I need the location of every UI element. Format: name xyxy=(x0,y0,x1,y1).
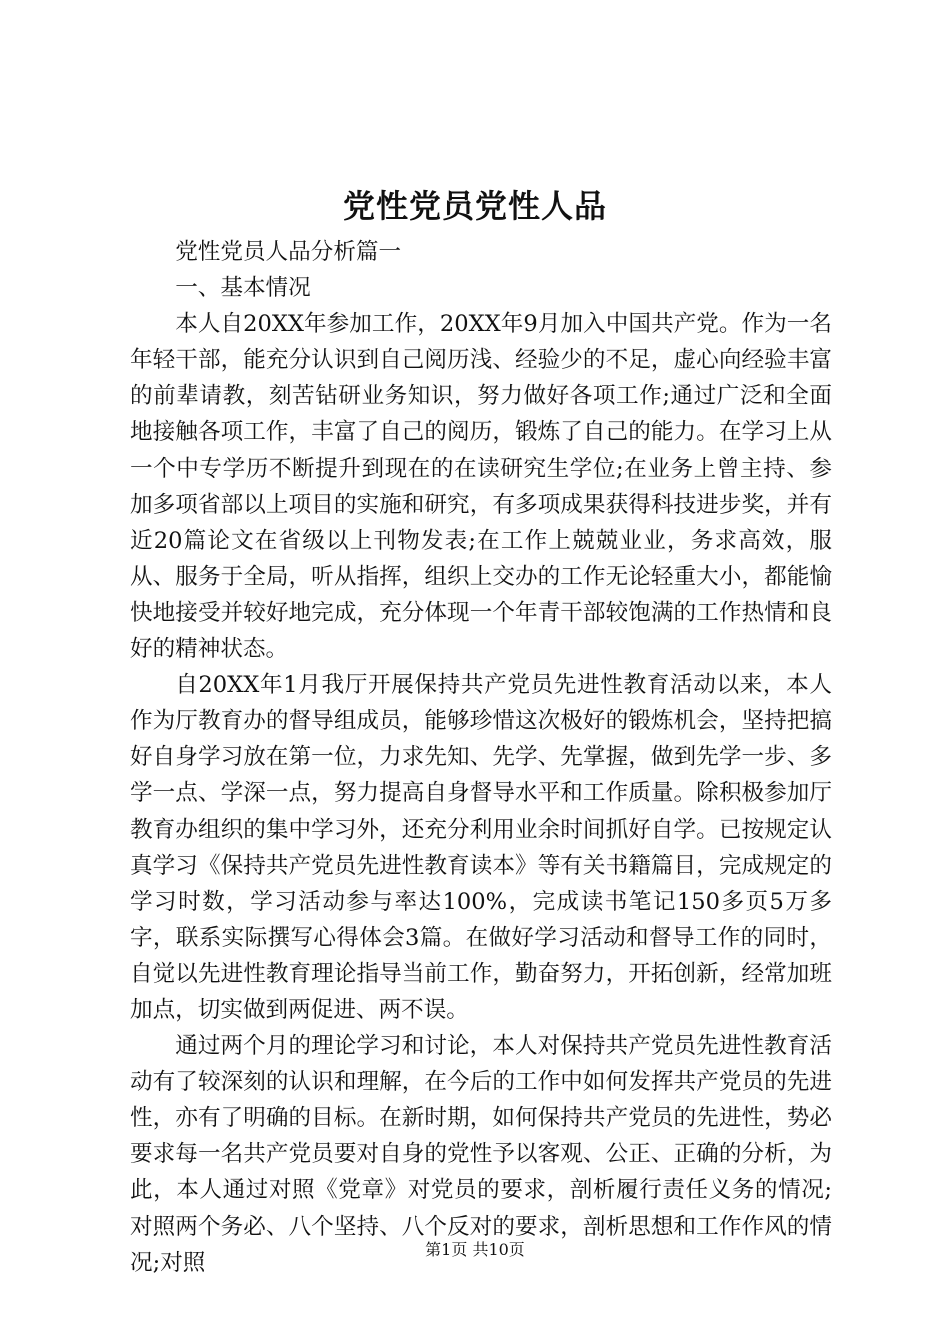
body-paragraph: 通过两个月的理论学习和讨论，本人对保持共产党员先进性教育活动有了较深刻的认识和理解，在今后的工作中如何发挥共产党员的先进性，亦有了明确的目标。在新时期，如何保持共产党员的先进性，势必要求每一名共产党员要对自身的党性予以客观、公正、正确的分析，为此，本人通过对照《党章》对党员的要求，剖析履行责任义务的情况;对照两个务必、八个坚持、八个反对的要求，剖析思想和工作作风的情况;对照 xyxy=(130,1033,832,1276)
section-heading: 党性党员人品分析篇一 xyxy=(175,239,402,265)
body-paragraph: 自20XX年1月我厅开展保持共产党员先进性教育活动以来，本人作为厅教育办的督导组成员，能够珍惜这次极好的锻炼机会，坚持把搞好自身学习放在第一位，力求先知、先学、先掌握，做到先学一步、多学一点、学深一点，努力提高自身督导水平和工作质量。除积极参加厅教育办组织的集中学习外，还充分利用业余时间抓好自学。已按规定认真学习《保持共产党员先进性教育读本》等有关书籍篇目，完成规定的学习时数，学习活动参与率达100%，完成读书笔记150多页5万多字，联系实际撰写心得体会3篇。在做好学习活动和督导工作的同时，自觉以先进性教育理论指导当前工作，勤奋努力，开拓创新，经常加班加点，切实做到两促进、两不误。 xyxy=(130,672,832,1023)
document-body xyxy=(130,234,832,1281)
document-title: 党性党员党性人品 xyxy=(342,187,607,225)
body-paragraph: 本人自20XX年参加工作，20XX年9月加入中国共产党。作为一名年轻干部，能充分认识到自己阅历浅、经验少的不足，虚心向经验丰富的前辈请教，刻苦钻研业务知识，努力做好各项工作;通过广泛和全面地接触各项工作，丰富了自己的阅历，锻炼了自己的能力。在学习上从一个中专学历不断提升到现在的在读研究生学位;在业务上曾主持、参加多项省部以上项目的实施和研究，有多项成果获得科技进步奖，并有近20篇论文在省级以上刊物发表;在工作上兢兢业业，务求高效，服从、服务于全局，听从指挥，组织上交办的工作无论轻重大小，都能愉快地接受并较好地完成，充分体现一个年青干部较饱满的工作热情和良好的精神状态。 xyxy=(130,311,832,663)
page-number-footer: 第1页 共10页 xyxy=(425,1240,525,1259)
subsection-heading: 一、基本情况 xyxy=(175,275,311,302)
